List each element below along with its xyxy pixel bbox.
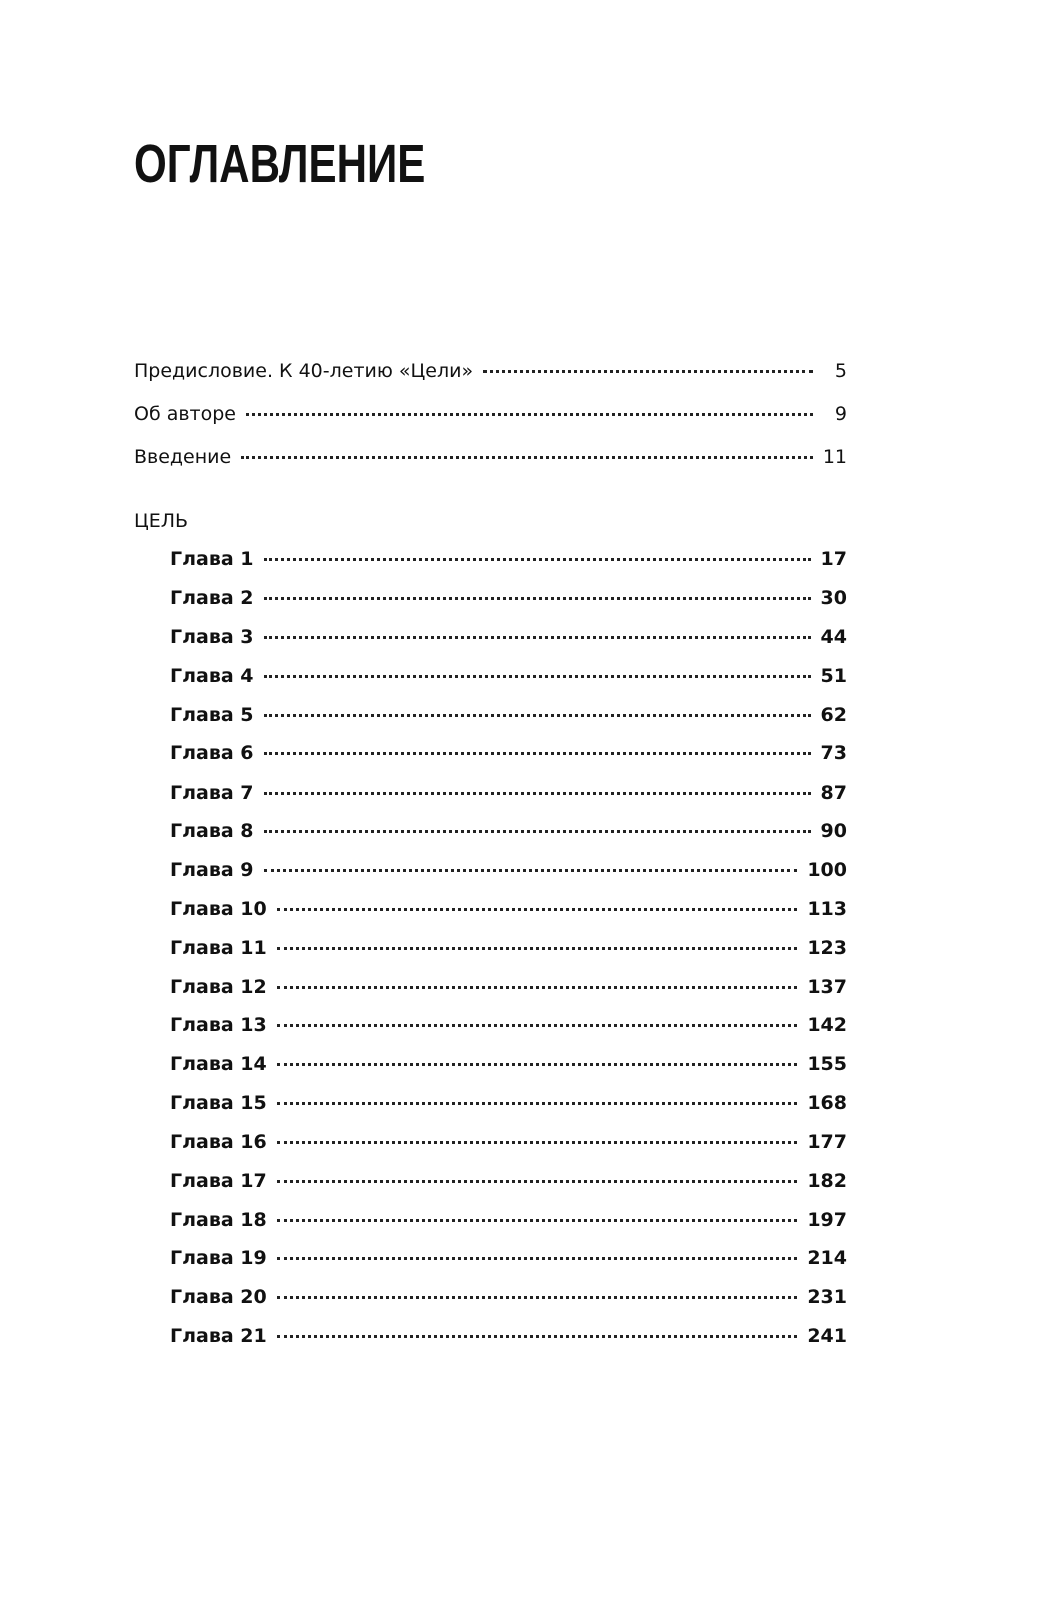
toc-page-number: 168 bbox=[807, 1092, 847, 1114]
dot-leader bbox=[483, 370, 813, 373]
toc-page-number: 177 bbox=[807, 1131, 847, 1153]
dot-leader bbox=[277, 1335, 798, 1338]
toc-page-number: 182 bbox=[807, 1170, 847, 1192]
dot-leader bbox=[277, 1063, 798, 1066]
section-heading: ЦЕЛЬ bbox=[134, 510, 189, 532]
chapter-label: Глава 11 bbox=[170, 937, 267, 959]
toc-entry-chapter-17 bbox=[170, 1166, 847, 1196]
toc-page-number: 197 bbox=[807, 1209, 847, 1231]
toc-entry-chapter-15 bbox=[170, 1088, 847, 1118]
toc-page-number: 231 bbox=[807, 1286, 847, 1308]
toc-entry-chapter-4 bbox=[170, 661, 847, 691]
dot-leader bbox=[264, 752, 811, 755]
toc-page-number: 44 bbox=[820, 626, 847, 648]
toc-entry-chapter-11 bbox=[170, 933, 847, 963]
dot-leader bbox=[277, 1180, 798, 1183]
chapter-label: Глава 4 bbox=[170, 665, 254, 687]
dot-leader bbox=[264, 597, 811, 600]
toc-entry-chapter-12 bbox=[170, 972, 847, 1002]
chapter-label: Глава 10 bbox=[170, 898, 267, 920]
chapter-label: Глава 14 bbox=[170, 1053, 267, 1075]
toc-entry-chapter-16 bbox=[170, 1127, 847, 1157]
toc-page-number: 62 bbox=[820, 704, 847, 726]
toc-entry-chapter-10 bbox=[170, 894, 847, 924]
toc-entry-chapter-18 bbox=[170, 1205, 847, 1235]
toc-entry-chapter-21 bbox=[170, 1321, 847, 1351]
toc-page-number: 137 bbox=[807, 976, 847, 998]
dot-leader bbox=[264, 714, 811, 717]
toc-entry-chapter-19 bbox=[170, 1243, 847, 1273]
chapter-label: Глава 1 bbox=[170, 548, 254, 570]
toc-entry-chapter-13 bbox=[170, 1010, 847, 1040]
chapter-label: Глава 3 bbox=[170, 626, 254, 648]
toc-page-number: 5 bbox=[834, 360, 847, 382]
chapter-label: Глава 5 bbox=[170, 704, 254, 726]
chapter-label: Глава 21 bbox=[170, 1325, 267, 1347]
dot-leader bbox=[264, 675, 811, 678]
chapter-label: Глава 2 bbox=[170, 587, 254, 609]
toc-page-number: 9 bbox=[834, 403, 847, 425]
chapter-label: Глава 8 bbox=[170, 820, 254, 842]
toc-entry-preface bbox=[134, 356, 847, 386]
chapter-label: Глава 18 bbox=[170, 1209, 267, 1231]
toc-page-number: 113 bbox=[807, 898, 847, 920]
dot-leader bbox=[264, 869, 798, 872]
dot-leader bbox=[277, 1219, 798, 1222]
toc-entry-chapter-20 bbox=[170, 1282, 847, 1312]
dot-leader bbox=[241, 456, 813, 459]
toc-entry-about-author bbox=[134, 399, 847, 429]
toc-entry-introduction bbox=[134, 442, 847, 472]
dot-leader bbox=[246, 413, 813, 416]
dot-leader bbox=[264, 636, 811, 639]
dot-leader bbox=[264, 792, 811, 795]
chapter-label: Глава 13 bbox=[170, 1014, 267, 1036]
toc-entry-chapter-2 bbox=[170, 583, 847, 613]
toc-entry-chapter-9 bbox=[170, 855, 847, 885]
toc-entry-chapter-14 bbox=[170, 1049, 847, 1079]
dot-leader bbox=[277, 1296, 798, 1299]
dot-leader bbox=[277, 1141, 798, 1144]
toc-page-number: 30 bbox=[820, 587, 847, 609]
toc-entry-chapter-7 bbox=[170, 778, 847, 808]
toc-page-number: 51 bbox=[820, 665, 847, 687]
dot-leader bbox=[277, 1102, 798, 1105]
toc-entry-label: Предисловие. К 40-летию «Цели» bbox=[134, 360, 474, 382]
chapter-label: Глава 16 bbox=[170, 1131, 267, 1153]
chapter-label: Глава 6 bbox=[170, 742, 254, 764]
toc-page-number: 123 bbox=[807, 937, 847, 959]
toc-entry-chapter-8 bbox=[170, 816, 847, 846]
page-title: ОГЛАВЛЕНИЕ bbox=[134, 134, 426, 194]
toc-page-number: 11 bbox=[822, 446, 847, 468]
toc-page-number: 17 bbox=[820, 548, 847, 570]
toc-page-number: 142 bbox=[807, 1014, 847, 1036]
toc-page-number: 90 bbox=[820, 820, 847, 842]
toc-entry-chapter-5 bbox=[170, 700, 847, 730]
chapter-label: Глава 15 bbox=[170, 1092, 267, 1114]
chapter-label: Глава 9 bbox=[170, 859, 254, 881]
toc-page-number: 100 bbox=[807, 859, 847, 881]
dot-leader bbox=[277, 947, 798, 950]
toc-entry-chapter-1 bbox=[170, 544, 847, 574]
dot-leader bbox=[264, 558, 811, 561]
chapter-label: Глава 17 bbox=[170, 1170, 267, 1192]
toc-page-number: 73 bbox=[820, 742, 847, 764]
chapter-label: Глава 12 bbox=[170, 976, 267, 998]
dot-leader bbox=[264, 830, 811, 833]
toc-page-number: 241 bbox=[807, 1325, 847, 1347]
toc-page-number: 155 bbox=[807, 1053, 847, 1075]
dot-leader bbox=[277, 908, 798, 911]
toc-entry-chapter-3 bbox=[170, 622, 847, 652]
toc-entry-chapter-6 bbox=[170, 738, 847, 768]
chapter-label: Глава 20 bbox=[170, 1286, 267, 1308]
chapter-label: Глава 7 bbox=[170, 782, 254, 804]
dot-leader bbox=[277, 1257, 798, 1260]
toc-entry-label: Введение bbox=[134, 446, 232, 468]
dot-leader bbox=[277, 986, 798, 989]
dot-leader bbox=[277, 1024, 798, 1027]
toc-page-number: 214 bbox=[807, 1247, 847, 1269]
toc-page-number: 87 bbox=[820, 782, 847, 804]
chapter-label: Глава 19 bbox=[170, 1247, 267, 1269]
toc-entry-label: Об авторе bbox=[134, 403, 236, 425]
